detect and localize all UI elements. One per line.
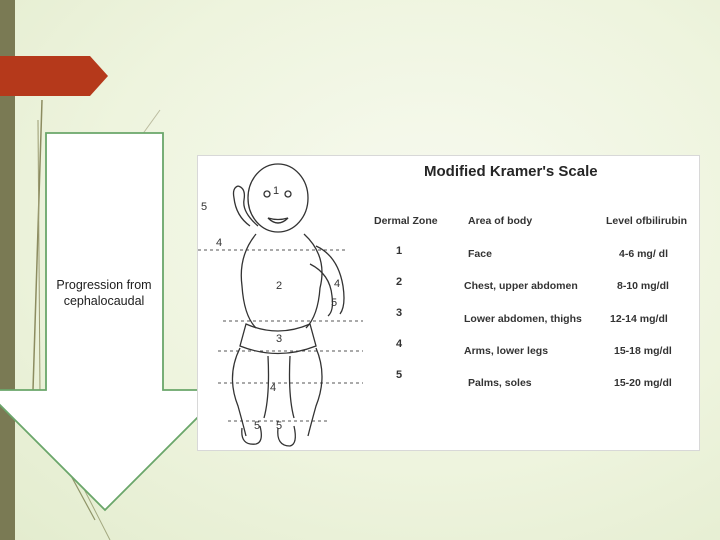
header-level-bilirubin: Level ofbilirubin	[606, 215, 688, 227]
row-4-zone: 4	[396, 338, 403, 350]
row-3-zone: 3	[396, 307, 403, 319]
header-area-of-body: Area of body	[468, 215, 533, 227]
baby-figure-icon	[198, 156, 398, 450]
zone-label-arm-right: 4	[334, 278, 341, 290]
arrow-label: Progression from cephalocaudal	[56, 278, 152, 308]
row-1-level: 4-6 mg/ dl	[619, 248, 669, 260]
row-1-zone: 1	[396, 245, 403, 257]
row-2-zone: 2	[396, 276, 403, 288]
row-3-area: Lower abdomen, thighs	[464, 313, 582, 325]
row-3-level: 12-14 mg/dl	[610, 313, 668, 325]
zone-label-foot-left: 5	[254, 420, 261, 432]
header-dermal-zone: Dermal Zone	[374, 215, 438, 227]
zone-label-hand-left: 5	[201, 201, 208, 213]
row-5-level: 15-20 mg/dl	[614, 377, 672, 389]
row-5-zone: 5	[396, 369, 403, 381]
zone-label-trunk: 2	[276, 280, 283, 292]
row-4-area: Arms, lower legs	[464, 345, 549, 357]
row-1-area: Face	[468, 248, 492, 260]
row-4-level: 15-18 mg/dl	[614, 345, 672, 357]
row-2-level: 8-10 mg/dl	[617, 280, 669, 292]
zone-label-abdomen: 3	[276, 333, 283, 345]
zone-label-hand-right: 5	[331, 297, 338, 309]
zone-label-arm-left: 4	[216, 237, 223, 249]
row-5-area: Palms, soles	[468, 377, 532, 389]
zone-label-leg: 4	[270, 382, 277, 394]
zone-label-foot-right: 5	[276, 420, 283, 432]
row-2-area: Chest, upper abdomen	[464, 280, 578, 292]
scale-title: Modified Kramer's Scale	[424, 163, 598, 180]
kramer-scale-panel	[197, 155, 700, 451]
zone-label-head: 1	[273, 185, 280, 197]
